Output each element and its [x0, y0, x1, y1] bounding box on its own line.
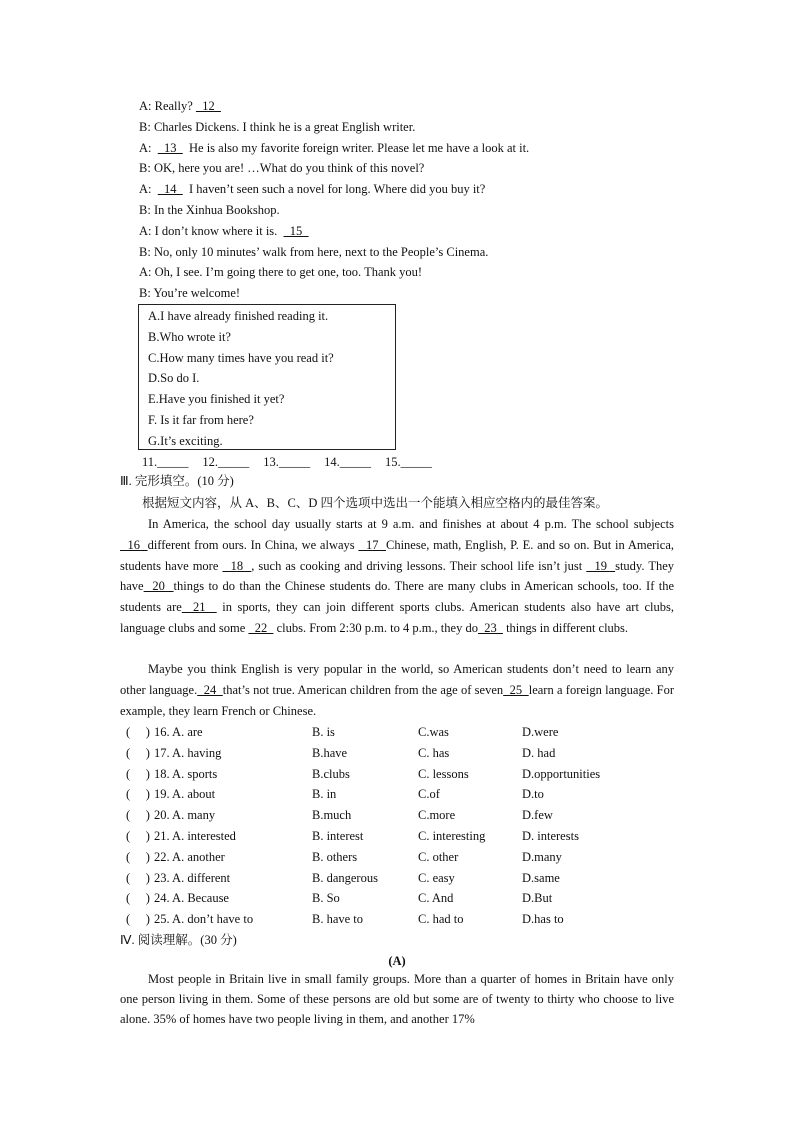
speaker-label: A: — [139, 99, 152, 113]
section-3-heading: Ⅲ. 完形填空。(10 分) — [120, 474, 234, 488]
passage-text: In America, the school day usually starts at 9 a.m. and finishes at about 4 p.m. The school subjects — [148, 517, 674, 531]
section-4-heading: Ⅳ. 阅读理解。(30 分) — [120, 933, 237, 947]
option-c: C. had to — [418, 912, 464, 927]
answer-paren: ( ) — [126, 870, 150, 885]
cloze-blank: 17 — [358, 537, 386, 552]
answer-blank: 15 — [283, 223, 309, 238]
option-c: C. easy — [418, 870, 455, 885]
cloze-blank: 16 — [120, 537, 148, 552]
option-item: A.I have already finished reading it. — [148, 309, 329, 323]
answer-paren: ( ) — [126, 849, 150, 864]
option-c: C. lessons — [418, 766, 469, 781]
passage-text: that’s not true. American children from the age of seven — [222, 682, 504, 697]
passage-text: learn a foreign language. For example, they learn French or Chinese. — [120, 682, 675, 718]
answer-paren: ( ) — [126, 912, 150, 927]
dialogue-line — [139, 96, 221, 116]
option-b: B. is — [312, 725, 335, 739]
option-c: C.was — [418, 725, 449, 739]
answer-blanks — [142, 452, 446, 472]
option-item: C.How many times have you read it? — [148, 350, 334, 365]
answer-paren: ( ) — [126, 745, 150, 760]
dialogue-text: In the Xinhua Bookshop. — [150, 203, 280, 217]
dialogue-line — [139, 283, 240, 303]
dialogue-line — [139, 158, 424, 178]
dialogue-text: You’re welcome! — [150, 286, 241, 301]
cloze-blank: 18 — [222, 558, 252, 573]
option-c: C.of — [418, 787, 440, 802]
option-item: F. Is it far from here? — [148, 413, 254, 427]
dialogue-line — [139, 138, 529, 158]
answer-paren: ( ) — [126, 808, 150, 823]
dialogue-text: I don’t know where it is. — [151, 223, 284, 238]
section-3-instruction: 根据短文内容，从 A、B、C、D 四个选项中选出一个能填入相应空格内的最佳答案。 — [142, 496, 608, 510]
option-a: 16. A. are — [154, 725, 203, 739]
dialogue-line — [139, 242, 488, 262]
option-c: C. has — [418, 745, 450, 760]
dialogue-text: Really? — [151, 99, 196, 113]
dialogue-text: He is also my favorite foreign writer. Please let me have a look at it. — [182, 140, 530, 155]
option-b: B.much — [312, 808, 352, 823]
dialogue-line — [139, 200, 280, 220]
speaker-label: A: — [139, 182, 152, 197]
dialogue-line — [139, 221, 309, 241]
passage-text: study. They have — [120, 558, 675, 594]
option-b: B.clubs — [312, 766, 350, 781]
option-a: 18. A. sports — [154, 766, 218, 781]
option-c: C. And — [418, 891, 454, 906]
dialogue-line — [139, 262, 422, 282]
answer-slot: 13._____ — [263, 455, 311, 469]
dialogue-line — [139, 179, 485, 199]
answer-blank: 12 — [195, 99, 221, 113]
option-d: D.few — [522, 808, 553, 823]
speaker-label: A: — [139, 265, 152, 280]
speaker-label: A: — [139, 140, 152, 155]
option-d: D. interests — [522, 829, 579, 843]
answer-paren: ( ) — [126, 766, 150, 781]
option-d: D.same — [522, 870, 560, 885]
option-d: D.many — [522, 849, 562, 864]
option-b: B. interest — [312, 829, 364, 843]
cloze-blank: 22 — [248, 620, 274, 635]
cloze-blank: 19 — [586, 558, 616, 573]
option-item: D.So do I. — [148, 371, 200, 386]
dialogue-text: OK, here you are! …What do you think of this novel? — [150, 161, 425, 176]
options-box — [138, 304, 396, 450]
option-d: D.were — [522, 725, 559, 739]
speaker-label: B: — [139, 161, 151, 176]
passage-paragraph-2 — [120, 659, 674, 721]
cloze-blank: 25 — [503, 682, 529, 697]
answer-paren: ( ) — [126, 829, 150, 843]
speaker-label: B: — [139, 286, 151, 301]
answer-slot: 15._____ — [385, 455, 432, 469]
speaker-label: B: — [139, 119, 151, 134]
option-c: C. other — [418, 849, 459, 864]
option-item: E.Have you finished it yet? — [148, 392, 285, 407]
option-a: 20. A. many — [154, 808, 216, 823]
option-d: D.to — [522, 787, 544, 802]
passage-text: clubs. From 2:30 p.m. to 4 p.m., they do — [273, 620, 478, 635]
option-a: 21. A. interested — [154, 829, 236, 843]
passage-text: , such as cooking and driving lessons. Their school life isn’t just — [251, 558, 587, 573]
passage-text: Maybe you think English is very popular in the world, so American students don’t need to learn any other language. — [120, 662, 674, 697]
answer-paren: ( ) — [126, 725, 150, 739]
reading-passage-a: Most people in Britain live in small family groups. More than a quarter of homes in Britain have only one person living in them. Some of these persons are old but some are of twenty to thirty who choose to live alone. 35% of homes have two people living in them, and another 17% — [120, 972, 674, 1026]
part-a-title: (A) — [388, 954, 406, 968]
option-b: B. have to — [312, 912, 364, 927]
answer-paren: ( ) — [126, 787, 150, 802]
option-d: D.But — [522, 891, 553, 906]
answer-paren: ( ) — [126, 891, 150, 906]
answer-blank: 13 — [157, 140, 183, 155]
speaker-label: A: — [139, 223, 152, 238]
option-a: 19. A. about — [154, 787, 216, 802]
dialogue-text: Charles Dickens. I think he is a great English writer. — [150, 119, 416, 134]
option-b: B. others — [312, 849, 358, 864]
cloze-blank: 24 — [197, 682, 223, 697]
option-item: G.It’s exciting. — [148, 433, 223, 448]
passage-paragraph-1 — [120, 514, 674, 639]
dialogue-line — [139, 117, 415, 137]
cloze-blank: 21 — [181, 600, 217, 615]
answer-slot: 14._____ — [324, 455, 372, 469]
option-c: C. interesting — [418, 829, 486, 843]
dialogue-text: Oh, I see. I’m going there to get one, too. Thank you! — [151, 265, 423, 280]
option-b: B. in — [312, 787, 337, 802]
option-d: D.opportunities — [522, 766, 601, 781]
answer-slot: 12._____ — [202, 455, 250, 469]
option-b: B. So — [312, 891, 340, 906]
option-d: D.has to — [522, 912, 564, 927]
cloze-blank: 20 — [143, 579, 174, 594]
speaker-label: B: — [139, 203, 151, 217]
answer-slot: 11._____ — [142, 455, 189, 469]
option-item: B.Who wrote it? — [148, 329, 231, 344]
option-b: B. dangerous — [312, 870, 378, 885]
option-a: 22. A. another — [154, 849, 225, 864]
passage-text: different from ours. In China, we always — [147, 537, 359, 552]
dialogue-text: I haven’t seen such a novel for long. Where did you buy it? — [182, 182, 486, 197]
option-a: 25. A. don’t have to — [154, 912, 254, 927]
passage-text: Chinese, math, English, P. E. and so on. But in America, students have more — [120, 537, 675, 573]
option-c: C.more — [418, 808, 456, 823]
answer-blank: 14 — [157, 182, 183, 197]
passage-text: things in different clubs. — [502, 620, 629, 635]
option-d: D. had — [522, 745, 556, 760]
dialogue-text: No, only 10 minutes’ walk from here, next to the People’s Cinema. — [150, 244, 489, 259]
option-a: 24. A. Because — [154, 891, 229, 906]
option-a: 17. A. having — [154, 745, 222, 760]
option-b: B.have — [312, 745, 348, 760]
speaker-label: B: — [139, 244, 151, 259]
passage-text: in sports, they can join different sports clubs. American students also have art clubs, language clubs and some — [120, 600, 675, 635]
option-a: 23. A. different — [154, 870, 231, 885]
passage-text: things to do than the Chinese students do. There are many clubs in American schools, too. If the students are — [120, 579, 675, 615]
cloze-blank: 23 — [477, 620, 503, 635]
